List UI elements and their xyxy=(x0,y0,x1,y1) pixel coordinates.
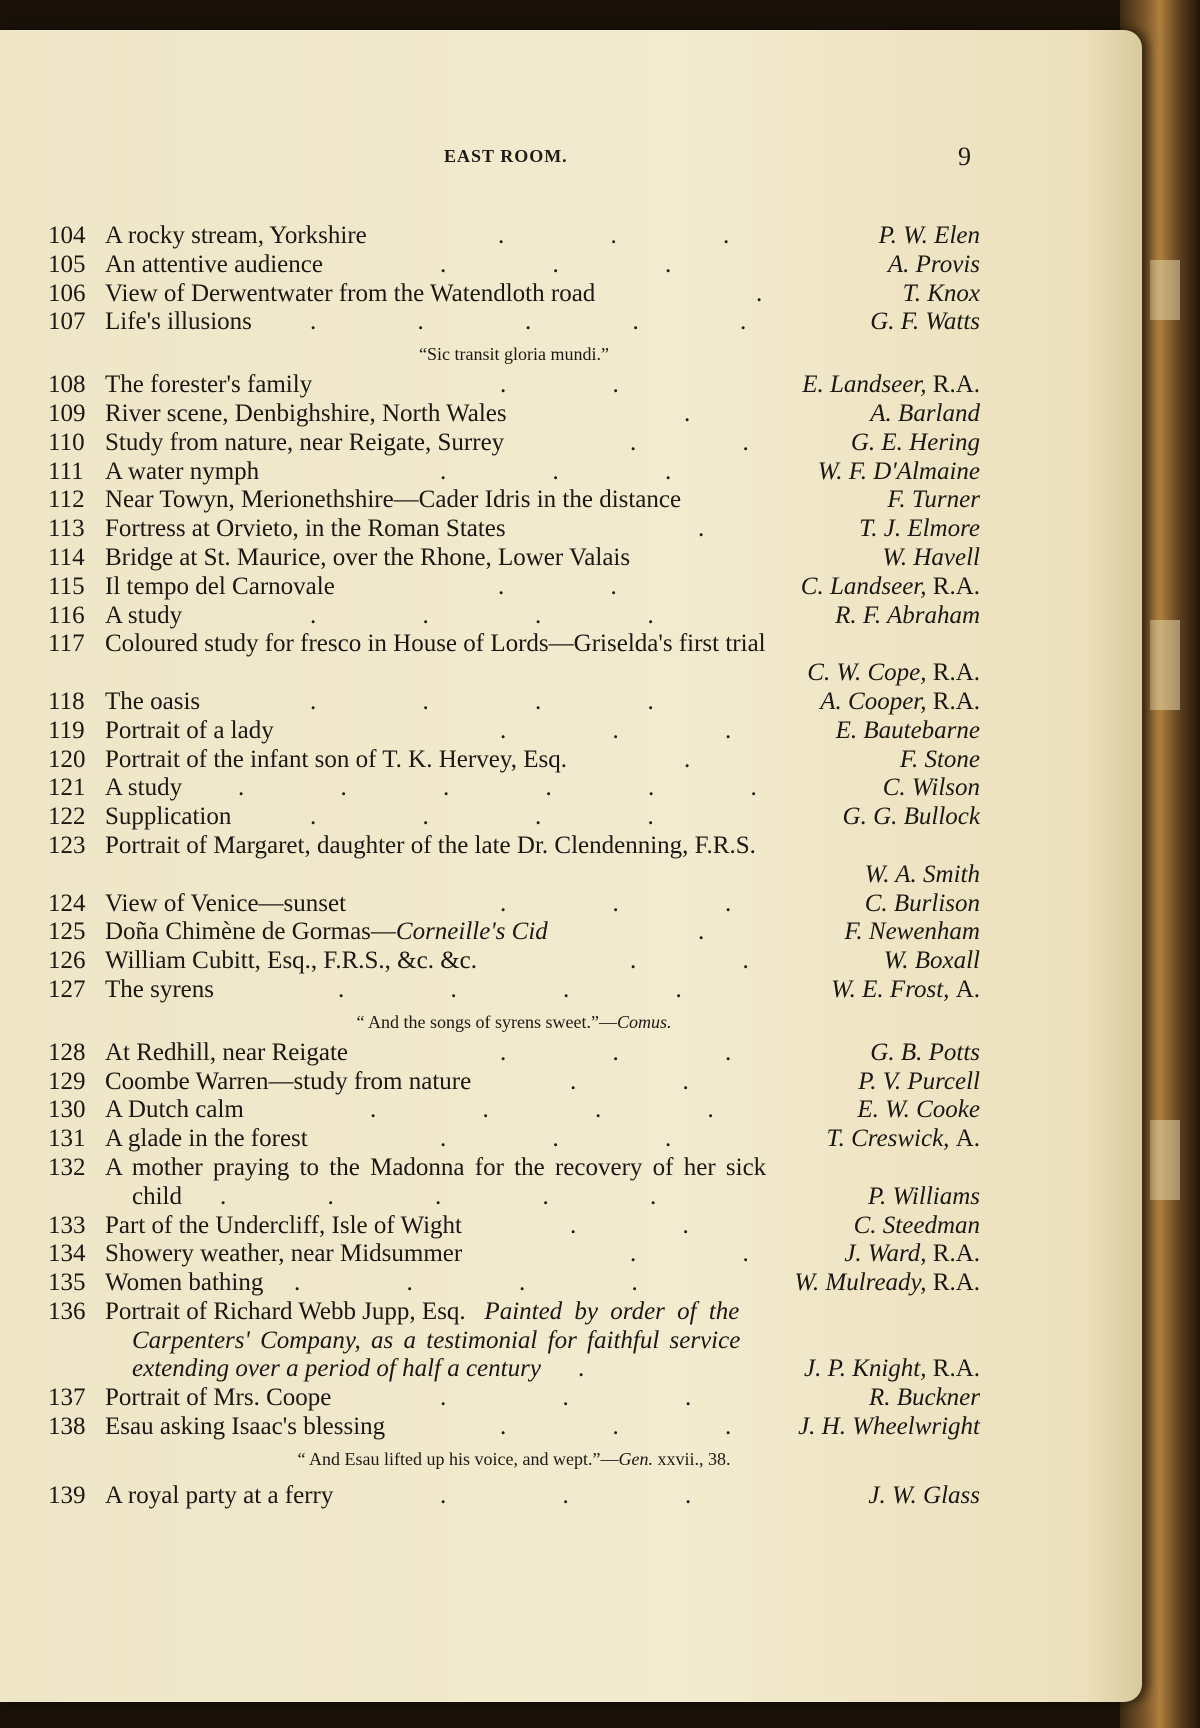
leader-dots: . . . xyxy=(440,1481,692,1509)
leader-dots: . . xyxy=(630,947,749,975)
list-item xyxy=(48,1269,980,1298)
page-number: 9 xyxy=(958,142,971,171)
artist-surname: J. P. Knight, xyxy=(804,1355,927,1383)
entry-title: River scene, Denbighshire, North Wales xyxy=(105,399,507,427)
entry-number: 124 xyxy=(48,889,86,917)
entry-title: Esau asking Isaac's blessing xyxy=(105,1413,386,1441)
artist-name: R. F. Abraham xyxy=(835,601,980,629)
entry-number: 110 xyxy=(48,428,85,456)
list-item-continuation xyxy=(48,659,980,688)
leader-dots: . xyxy=(698,918,705,946)
spine-decoration xyxy=(1150,620,1180,710)
list-item xyxy=(48,976,980,1005)
artist-name: J. W. Glass xyxy=(868,1481,980,1509)
entry-number: 125 xyxy=(48,918,86,946)
academy-suffix: R.A. xyxy=(932,659,980,687)
title-note: Painted by order of the xyxy=(484,1297,740,1325)
entry-title: A Dutch calm xyxy=(105,1096,244,1124)
list-item xyxy=(48,918,980,947)
list-item xyxy=(48,1240,980,1269)
artist-name: A. Barland xyxy=(870,399,980,427)
entry-title: The syrens xyxy=(105,975,214,1003)
entry-title: A royal party at a ferry xyxy=(105,1481,334,1509)
list-item xyxy=(48,630,980,659)
leader-dots: . . . xyxy=(440,1125,672,1153)
entry-number: 112 xyxy=(48,486,85,514)
artist-name: W. Boxall xyxy=(883,947,980,975)
artist-surname: W. E. Frost, xyxy=(831,975,950,1003)
entry-number: 119 xyxy=(48,716,85,744)
academy-suffix: R.A. xyxy=(932,572,980,600)
entry-title: At Redhill, near Reigate xyxy=(105,1038,348,1066)
artist-name: F. Newenham xyxy=(844,918,980,946)
entry-title: Portrait of Mrs. Coope xyxy=(105,1384,332,1412)
entry-title: Portrait of the infant son of T. K. Hervey, Esq. xyxy=(105,745,567,773)
entry-number: 114 xyxy=(48,543,85,571)
artist-name: W. F. D'Almaine xyxy=(817,457,980,485)
artist-name: G. F. Watts xyxy=(870,308,980,336)
list-item xyxy=(48,602,980,631)
entry-title: An attentive audience xyxy=(105,250,323,278)
entry-number: 135 xyxy=(48,1269,86,1297)
epigraph xyxy=(48,337,980,371)
leader-dots: . . xyxy=(570,1211,689,1239)
leader-dots: . . . xyxy=(440,1384,692,1412)
leader-dots: . . . xyxy=(440,457,672,485)
artist-name xyxy=(827,1125,980,1154)
quote-source: Comus. xyxy=(616,1011,672,1032)
entry-number: 106 xyxy=(48,279,86,307)
quote-source: Gen. xyxy=(618,1448,653,1469)
leader-dots: . . . xyxy=(440,250,672,278)
entry-number: 117 xyxy=(48,630,85,658)
entry-title: Coloured study for fresco in House of Lords—Griselda's first trial xyxy=(105,630,766,658)
entry-title: Bridge at St. Maurice, over the Rhone, Lower Valais xyxy=(105,543,631,571)
list-item xyxy=(48,280,980,309)
leader-dots: . . . xyxy=(500,716,732,744)
entry-number: 115 xyxy=(48,572,85,600)
list-item xyxy=(48,1096,980,1125)
spine-decoration xyxy=(1150,1120,1180,1200)
leader-dots: . . . xyxy=(498,222,730,249)
artist-surname: E. Landseer, xyxy=(802,371,927,399)
list-item xyxy=(48,1482,980,1511)
catalogue-page xyxy=(0,30,1142,1702)
academy-suffix: R.A. xyxy=(932,371,980,399)
entry-number: 122 xyxy=(48,803,86,831)
list-item xyxy=(48,947,980,976)
entry-title xyxy=(105,1298,739,1327)
entry-title: Study from nature, near Reigate, Surrey xyxy=(105,428,505,456)
artist-name: T. J. Elmore xyxy=(859,515,980,543)
list-item xyxy=(48,515,980,544)
list-item xyxy=(48,832,980,861)
list-item xyxy=(48,746,980,775)
entry-number: 108 xyxy=(48,371,86,399)
leader-dots: . . . . . xyxy=(310,308,747,336)
leader-dots: . . . xyxy=(500,1038,732,1066)
entry-number: 139 xyxy=(48,1481,86,1509)
artist-surname: J. Ward, xyxy=(844,1240,927,1268)
artist-name: P. V. Purcell xyxy=(858,1067,980,1095)
entry-title: A water nymph xyxy=(105,457,260,485)
entry-title: A glade in the forest xyxy=(105,1125,308,1153)
list-item xyxy=(48,400,980,429)
leader-dots: . . . . xyxy=(310,803,654,831)
leader-dots: . xyxy=(578,1355,585,1383)
catalogue-list xyxy=(48,222,980,1511)
artist-name: C. Steedman xyxy=(853,1211,980,1239)
entry-title: The oasis xyxy=(105,687,201,715)
leader-dots: . . xyxy=(630,428,749,456)
epigraph xyxy=(48,1442,980,1476)
list-item xyxy=(48,222,980,251)
artist-name xyxy=(802,371,980,400)
leader-dots: . . . . . xyxy=(220,1182,657,1210)
entry-number: 130 xyxy=(48,1096,86,1124)
leader-dots: . xyxy=(698,515,705,543)
spine-decoration xyxy=(1150,260,1180,320)
list-item xyxy=(48,803,980,832)
leader-dots: . xyxy=(684,399,691,427)
list-item xyxy=(48,429,980,458)
list-item xyxy=(48,890,980,919)
title-plain: Portrait of Richard Webb Jupp, Esq. xyxy=(105,1297,466,1325)
artist-name xyxy=(844,1240,980,1269)
artist-name: C. Wilson xyxy=(882,774,980,802)
room-title: EAST ROOM. xyxy=(444,146,568,166)
list-item xyxy=(48,1298,980,1327)
entry-title: Showery weather, near Midsummer xyxy=(105,1240,463,1268)
entry-number: 111 xyxy=(48,457,84,485)
entry-title: Life's illusions xyxy=(105,308,252,336)
academy-suffix: A. xyxy=(955,975,980,1003)
entry-number: 116 xyxy=(48,601,85,629)
leader-dots: . . . . xyxy=(310,687,654,715)
artist-name: G. E. Hering xyxy=(850,428,980,456)
title-plain: Doña Chimène de Gormas— xyxy=(105,918,396,946)
entry-title: William Cubitt, Esq., F.R.S., &c. &c. xyxy=(105,947,477,975)
list-item xyxy=(48,1039,980,1068)
artist-name: E. Bautebarne xyxy=(835,716,980,744)
entry-number: 104 xyxy=(48,222,86,249)
artist-name xyxy=(794,1269,980,1298)
entry-number: 134 xyxy=(48,1240,86,1268)
list-item xyxy=(48,1068,980,1097)
leader-dots: . . . . xyxy=(310,601,654,629)
artist-surname: W. Mulready, xyxy=(794,1269,927,1297)
list-item-continuation xyxy=(48,861,980,890)
artist-name xyxy=(801,573,980,602)
artist-name: R. Buckner xyxy=(868,1384,980,1412)
entry-title: The forester's family xyxy=(105,371,313,399)
list-item xyxy=(48,1413,980,1442)
entry-title-note: extending over a period of half a century xyxy=(132,1355,541,1383)
artist-surname: A. Cooper, xyxy=(820,687,927,715)
entry-number: 121 xyxy=(48,774,86,802)
artist-surname: C. W. Cope, xyxy=(807,659,927,687)
leader-dots: . . . . . . xyxy=(238,774,757,802)
entry-title: Near Towyn, Merionethshire—Cader Idris in the distance xyxy=(105,486,682,514)
entry-number: 113 xyxy=(48,515,85,543)
academy-suffix: R.A. xyxy=(932,1355,980,1383)
entry-title: Supplication xyxy=(105,803,232,831)
entry-title: child xyxy=(132,1182,182,1210)
artist-surname: C. Landseer, xyxy=(800,572,927,600)
entry-number: 105 xyxy=(48,250,86,278)
entry-number: 123 xyxy=(48,831,86,859)
entry-title: Il tempo del Carnovale xyxy=(105,572,335,600)
entry-number: 129 xyxy=(48,1067,86,1095)
artist-name: A. Provis xyxy=(887,250,980,278)
quote-text: “Sic transit gloria mundi.” xyxy=(419,344,609,365)
leader-dots: . xyxy=(756,279,763,307)
entry-number: 127 xyxy=(48,975,86,1003)
quote-text: “ And the songs of syrens sweet.”— xyxy=(356,1011,617,1032)
list-item xyxy=(48,717,980,746)
entry-title: Portrait of Margaret, daughter of the late Dr. Clendenning, F.R.S. xyxy=(105,831,756,859)
leader-dots: . . . . xyxy=(338,975,682,1003)
entry-title: Coombe Warren—study from nature xyxy=(105,1067,472,1095)
entry-title-note: Carpenters' Company, as a testimonial for faithful service xyxy=(132,1326,741,1354)
entry-number: 118 xyxy=(48,687,85,715)
academy-suffix: R.A. xyxy=(932,687,980,715)
list-item xyxy=(48,308,980,337)
epigraph xyxy=(48,1005,980,1039)
list-item-continuation xyxy=(48,1327,980,1356)
leader-dots: . . . xyxy=(500,1413,732,1441)
artist-name: E. W. Cooke xyxy=(857,1096,980,1124)
leader-dots: . . xyxy=(570,1067,689,1095)
entry-number: 109 xyxy=(48,399,86,427)
artist-name: P. W. Elen xyxy=(878,222,980,249)
entry-number: 131 xyxy=(48,1125,86,1153)
academy-suffix: A. xyxy=(955,1125,980,1153)
page-header xyxy=(0,142,1142,182)
academy-suffix: R.A. xyxy=(932,1269,980,1297)
artist-name xyxy=(820,688,980,717)
list-item-continuation xyxy=(48,1183,980,1212)
entry-title: A rocky stream, Yorkshire xyxy=(105,222,367,249)
title-italic: Corneille's Cid xyxy=(395,918,548,946)
entry-title: A mother praying to the Madonna for the recovery of her sick xyxy=(105,1153,767,1181)
artist-surname: T. Creswick, xyxy=(826,1125,950,1153)
list-item xyxy=(48,688,980,717)
artist-name: F. Stone xyxy=(899,745,980,773)
artist-name: W. A. Smith xyxy=(864,860,980,888)
leader-dots: . . xyxy=(498,572,617,600)
artist-name: T. Knox xyxy=(902,279,980,307)
list-item xyxy=(48,573,980,602)
entry-number: 128 xyxy=(48,1038,86,1066)
leader-dots: . xyxy=(684,745,691,773)
leader-dots: . . xyxy=(500,371,619,399)
list-item xyxy=(48,486,980,515)
quote-reference: xxvii., 38. xyxy=(657,1448,731,1469)
entry-number: 132 xyxy=(48,1153,86,1181)
entry-title: Portrait of a lady xyxy=(105,716,274,744)
artist-name: C. Burlison xyxy=(864,889,980,917)
entry-title: Part of the Undercliff, Isle of Wight xyxy=(105,1211,463,1239)
leader-dots: . . xyxy=(630,1240,749,1268)
artist-name: G. G. Bullock xyxy=(842,803,980,831)
list-item xyxy=(48,371,980,400)
list-item xyxy=(48,251,980,280)
leader-dots: . . . . xyxy=(370,1096,714,1124)
list-item xyxy=(48,1212,980,1241)
entry-number: 120 xyxy=(48,745,86,773)
list-item xyxy=(48,544,980,573)
entry-number: 133 xyxy=(48,1211,86,1239)
leader-dots: . . . . xyxy=(294,1269,638,1297)
artist-name: J. H. Wheelwright xyxy=(798,1413,980,1441)
leader-dots: . . . xyxy=(500,889,732,917)
entry-title xyxy=(105,918,548,947)
list-item xyxy=(48,774,980,803)
artist-name xyxy=(807,659,980,688)
entry-title: View of Venice—sunset xyxy=(105,889,347,917)
entry-number: 126 xyxy=(48,947,86,975)
entry-number: 137 xyxy=(48,1384,86,1412)
artist-name xyxy=(804,1355,980,1384)
artist-name: G. B. Potts xyxy=(870,1038,980,1066)
entry-title: Women bathing xyxy=(105,1269,264,1297)
entry-number: 107 xyxy=(48,308,86,336)
artist-name: F. Turner xyxy=(887,486,980,514)
list-item xyxy=(48,1125,980,1154)
list-item xyxy=(48,1384,980,1413)
entry-title: Fortress at Orvieto, in the Roman States xyxy=(105,515,506,543)
artist-name xyxy=(831,976,980,1005)
entry-number: 136 xyxy=(48,1297,86,1325)
artist-name: P. Williams xyxy=(867,1182,980,1210)
entry-number: 138 xyxy=(48,1413,86,1441)
academy-suffix: R.A. xyxy=(932,1240,980,1268)
entry-title: View of Derwentwater from the Watendloth road xyxy=(105,279,596,307)
entry-title: A study xyxy=(105,774,183,802)
list-item xyxy=(48,458,980,487)
entry-title: A study xyxy=(105,601,183,629)
quote-text: “ And Esau lifted up his voice, and wept.”— xyxy=(297,1448,619,1469)
list-item xyxy=(48,1154,980,1183)
artist-name: W. Havell xyxy=(882,543,980,571)
list-item-continuation xyxy=(48,1355,980,1384)
